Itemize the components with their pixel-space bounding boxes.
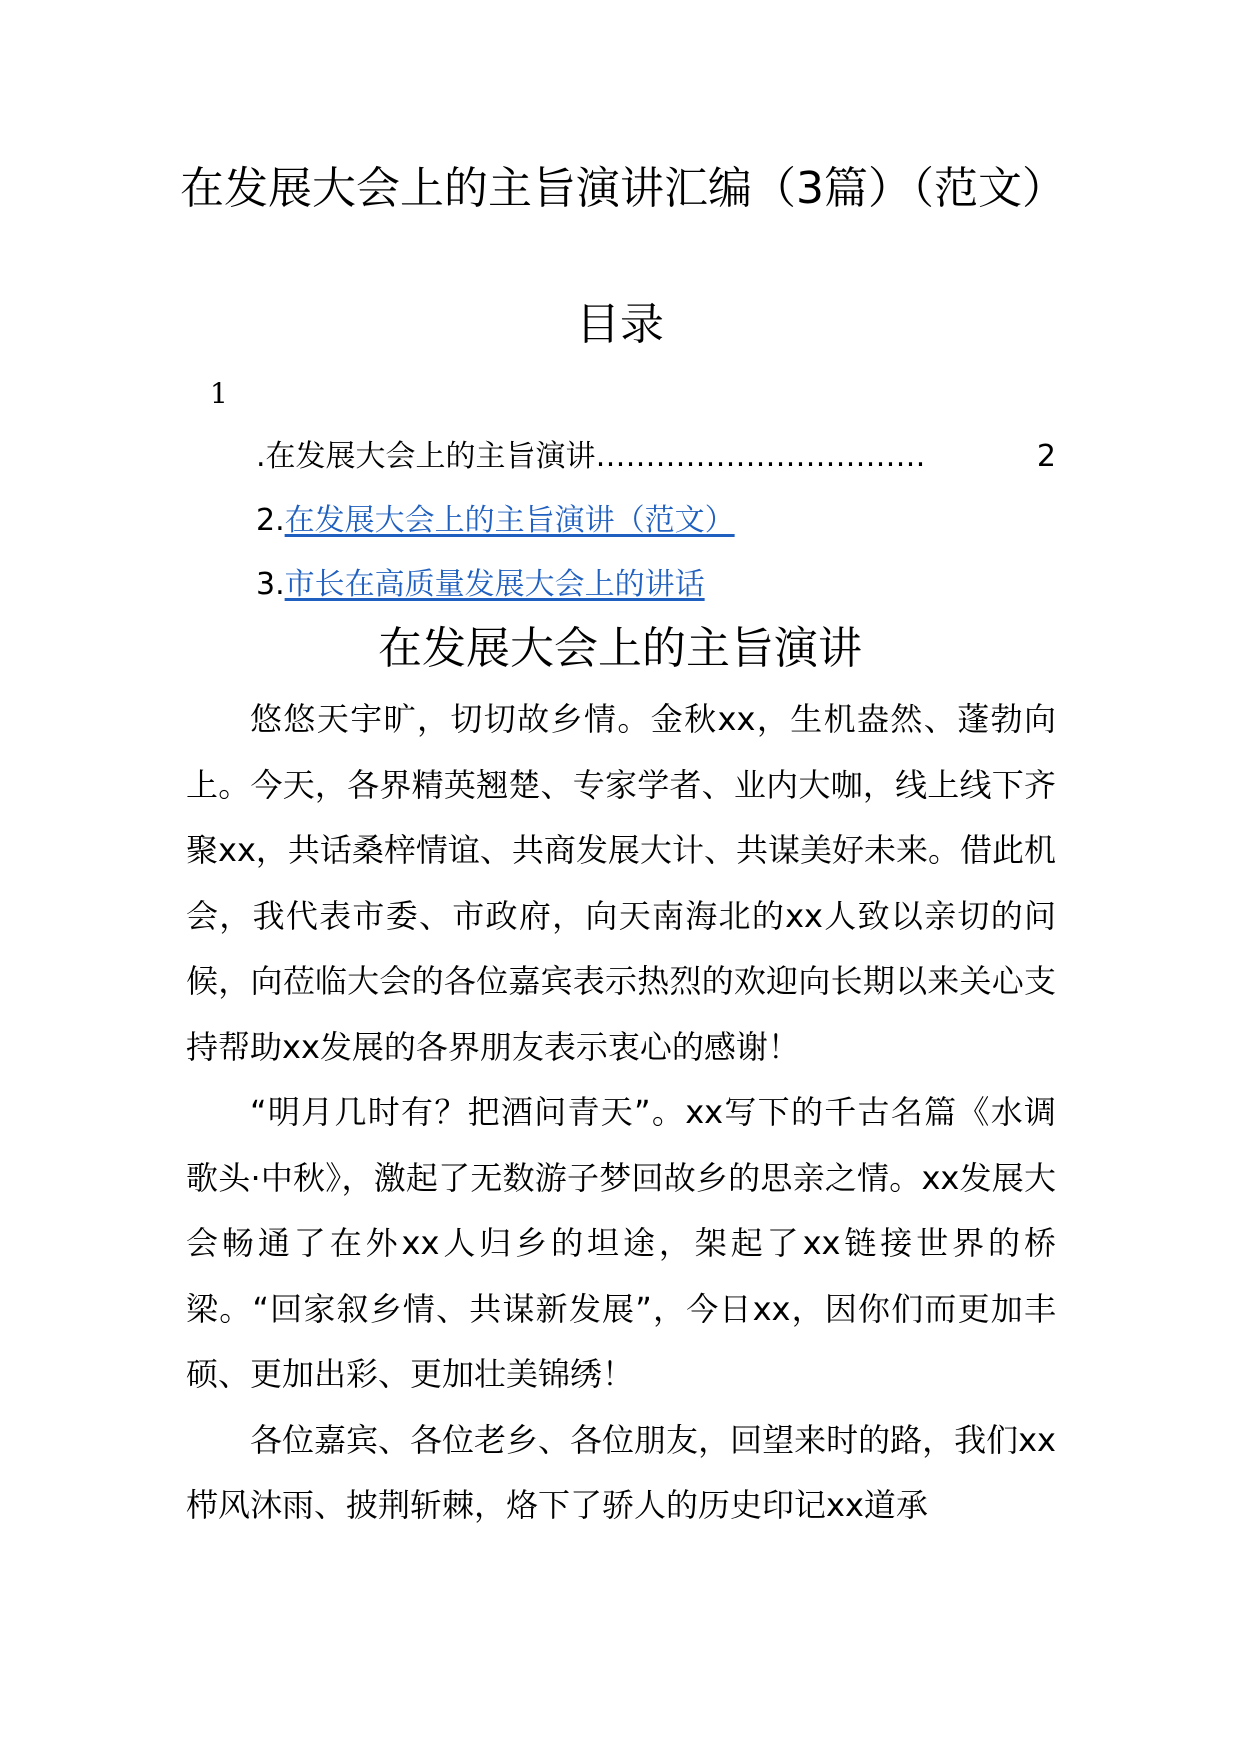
document-title: 在发展大会上的主旨演讲汇编（3篇）（范文） [180, 163, 1066, 214]
section-heading: 在发展大会上的主旨演讲 [378, 623, 862, 674]
toc-item-prefix: 2. [256, 503, 285, 538]
paragraph: 悠悠天宇旷，切切故乡情。金秋xx，生机盎然、蓬勃向上。今天，各界精英翘楚、专家学者、业内大咖，线上线下齐聚xx，共话桑梓情谊、共商发展大计、共谋美好未来。借此机会，我代表市委、市政府，向天南海北的xx人致以亲切的问候，向莅临大会的各位嘉宾表示热烈的欢迎向长期以来关心支持帮助xx发展的各界朋友表示衷心的感谢！ [186, 700, 1056, 1066]
toc-link[interactable]: 市长在高质量发展大会上的讲话 [284, 567, 705, 602]
toc-item-1[interactable] [256, 434, 1056, 480]
toc-item-2 [256, 498, 1056, 544]
toc-number: 1 [210, 377, 228, 410]
paragraph: 各位嘉宾、各位老乡、各位朋友，回望来时的路，我们xx栉风沐雨、披荆斩棘，烙下了骄人的历史印记xx道承 [186, 1420, 1056, 1524]
toc-page-number: 2 [1035, 434, 1056, 480]
toc-item-prefix: . [256, 439, 266, 474]
toc-item-3 [256, 562, 1056, 608]
toc-heading: 目录 [576, 299, 664, 350]
paragraph: “明月几时有？把酒问青天”。xx写下的千古名篇《水调歌头·中秋》，激起了无数游子梦回故乡的思亲之情。xx发展大会畅通了在外xx人归乡的坦途，架起了xx链接世界的桥梁。“回家叙乡情、共谋新发展”，今日xx，因你们而更加丰硕、更加出彩、更加壮美锦绣！ [186, 1093, 1056, 1393]
toc-leader-dots: …………………………… [595, 439, 926, 474]
body-text [186, 687, 1056, 1539]
toc-link[interactable]: 在发展大会上的主旨演讲（范文） [284, 503, 735, 538]
toc-item-label: 在发展大会上的主旨演讲 [265, 439, 596, 474]
toc-item-prefix: 3. [256, 567, 285, 602]
